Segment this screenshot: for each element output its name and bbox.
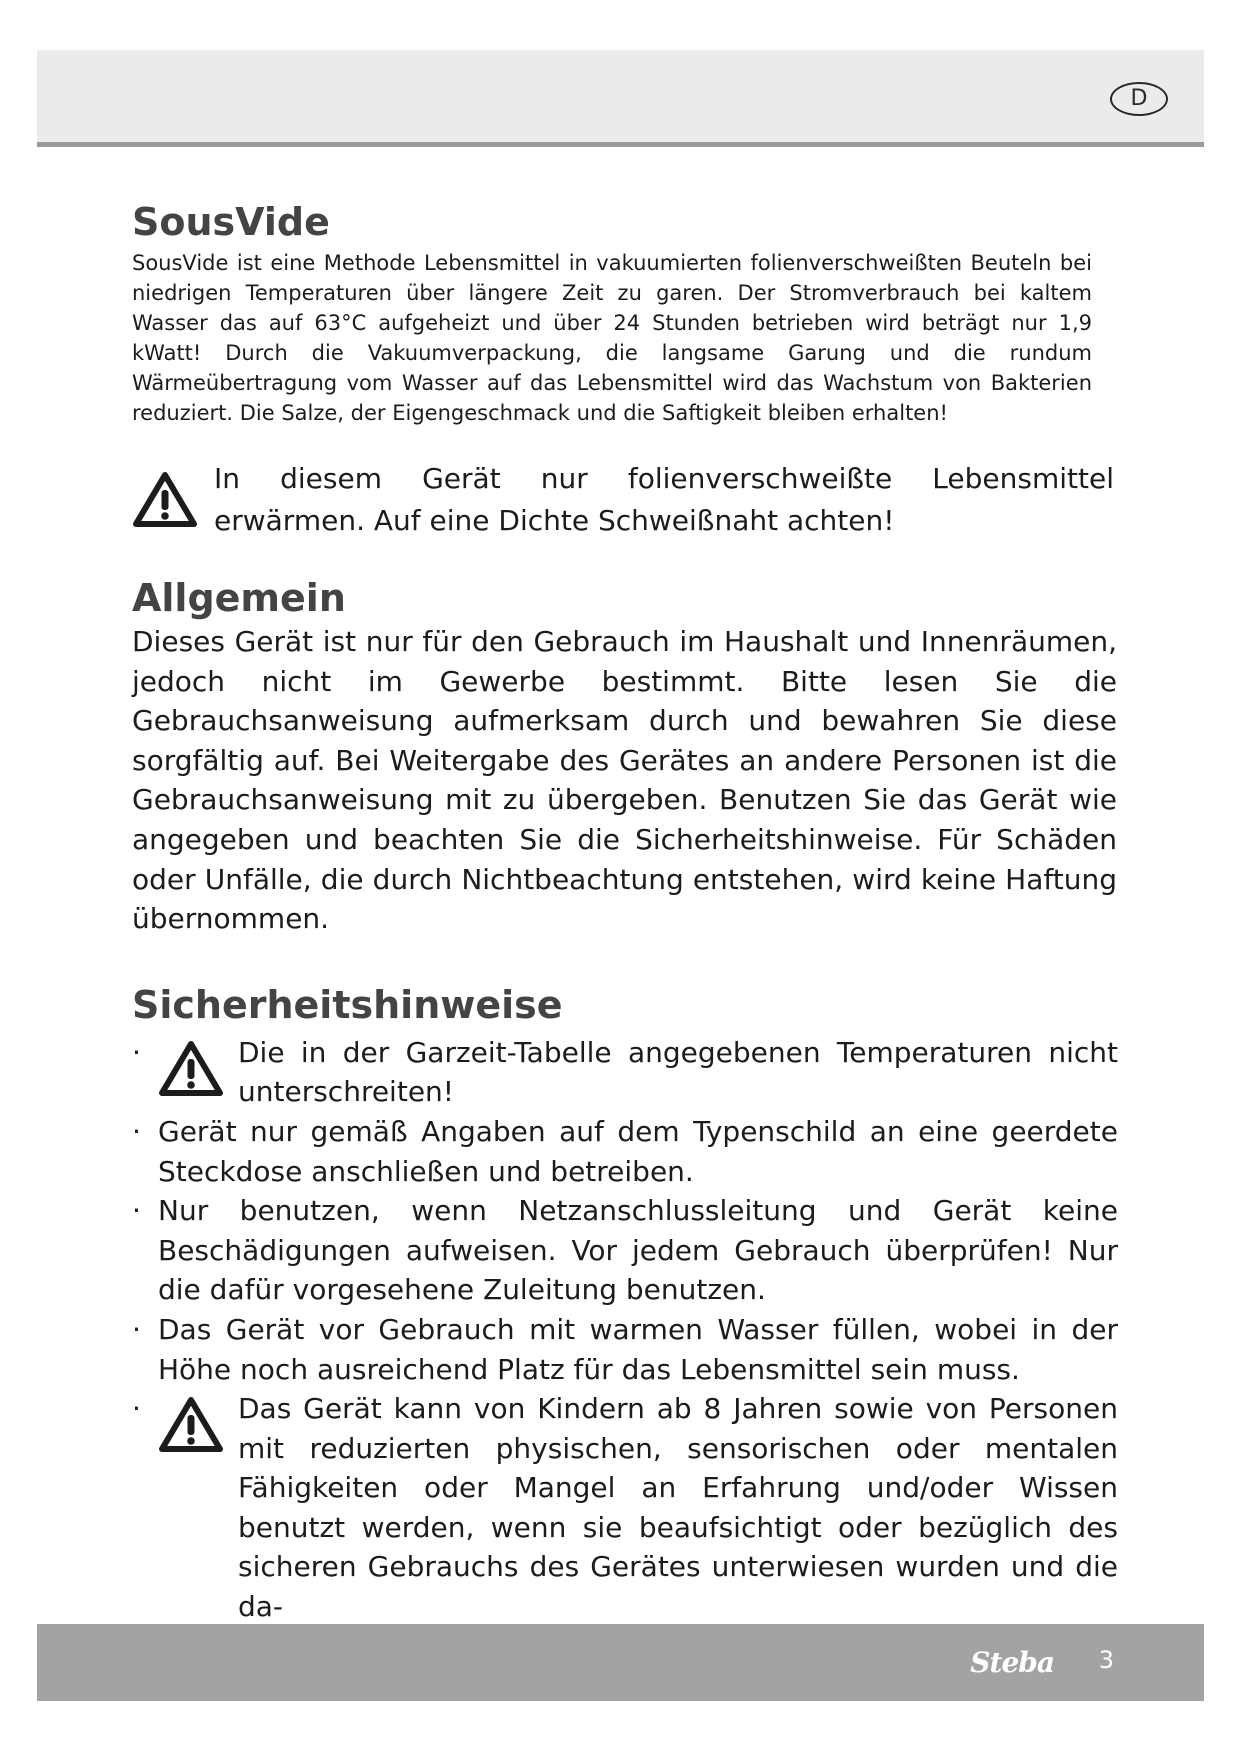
- list-item: [132, 1389, 1118, 1627]
- page-number: 3: [1098, 1646, 1114, 1674]
- list-item-text: Das Gerät kann von Kindern ab 8 Jahren sowie von Personen mit reduzierten physischen, sensorischen oder mentalen Fähigkeiten oder Mangel an Erfahrung und/oder Wissen benutzt werden, wenn sie beaufsichtigt oder bezüglich des sicheren Gebrauchs des Gerätes unterwiesen wurden und die da-: [238, 1392, 1118, 1624]
- list-item: [132, 1191, 1118, 1310]
- footer-band: [37, 1624, 1204, 1701]
- safety-list: [132, 1033, 1122, 1627]
- bullet: ·: [132, 1114, 141, 1148]
- header-band: [37, 50, 1204, 147]
- section-title-sicherheitshinweise: Sicherheitshinweise: [132, 982, 563, 1027]
- language-badge: D: [1110, 82, 1168, 116]
- list-item-text: Das Gerät vor Gebrauch mit warmen Wasser füllen, wobei in der Höhe noch ausreichend Platz für das Lebensmittel sein muss.: [158, 1312, 1118, 1386]
- bullet: ·: [132, 1194, 141, 1228]
- warning-text: In diesem Gerät nur folienverschweißte Lebensmittel erwärmen. Auf eine Dichte Schweißnaht achten!: [214, 462, 1114, 537]
- warning-icon: [132, 470, 198, 530]
- list-item-text: Nur benutzen, wenn Netzanschlussleitung und Gerät keine Beschädigungen aufweisen. Vor jedem Gebrauch überprüfen! Nur die dafür vorgesehene Zuleitung benutzen.: [158, 1194, 1118, 1307]
- sousvide-text: SousVide ist eine Methode Lebensmittel in vakuumierten folienverschweißten Beuteln bei niedrigen Temperaturen über längere Zeit zu garen. Der Stromverbrauch bei kaltem Wasser das auf 63°C aufgeheizt und über 24 Stunden betrieben wird beträgt nur 1,9 kWatt! Durch die Vakuumverpackung, die langsame Garung und die rundum Wärmeübertragung vom Wasser auf das Lebensmittel wird das Wachstum von Bakterien reduziert. Die Salze, der Eigengeschmack und die Saftigkeit bleiben erhalten!: [132, 251, 1092, 425]
- bullet: ·: [132, 1312, 141, 1346]
- bullet: ·: [132, 1392, 141, 1426]
- list-item: [132, 1112, 1118, 1191]
- list-item: [132, 1310, 1118, 1389]
- sousvide-warning: [132, 458, 1122, 544]
- section-title-sousvide: SousVide: [132, 200, 330, 244]
- warning-icon: [158, 1395, 224, 1455]
- allgemein-text: Dieses Gerät ist nur für den Gebrauch im Haushalt und Innenräumen, jedoch nicht im Gewerbe bestimmt. Bitte lesen Sie die Gebrauchsanweisung aufmerksam durch und bewahren Sie diese sorgfältig auf. Bei Weitergabe des Gerätes an andere Personen ist die Gebrauchsanweisung mit zu übergeben. Benutzen Sie das Gerät wie angegeben und beachten Sie die Sicherheitshinweise. Für Schäden oder Unfälle, die durch Nichtbeachtung entstehen, wird keine Haftung übernommen.: [132, 625, 1117, 936]
- brand-logo: Steba: [970, 1646, 1054, 1679]
- list-item: [132, 1033, 1118, 1112]
- list-item-text: Gerät nur gemäß Angaben auf dem Typenschild an eine geerdete Steckdose anschließen und betreiben.: [158, 1114, 1118, 1188]
- page-content: [132, 198, 1122, 1627]
- warning-icon: [158, 1039, 224, 1099]
- list-item-text: Die in der Garzeit-Tabelle angegebenen Temperaturen nicht unterschreiten!: [238, 1035, 1118, 1109]
- section-title-allgemein: Allgemein: [132, 576, 346, 620]
- bullet: ·: [132, 1035, 141, 1069]
